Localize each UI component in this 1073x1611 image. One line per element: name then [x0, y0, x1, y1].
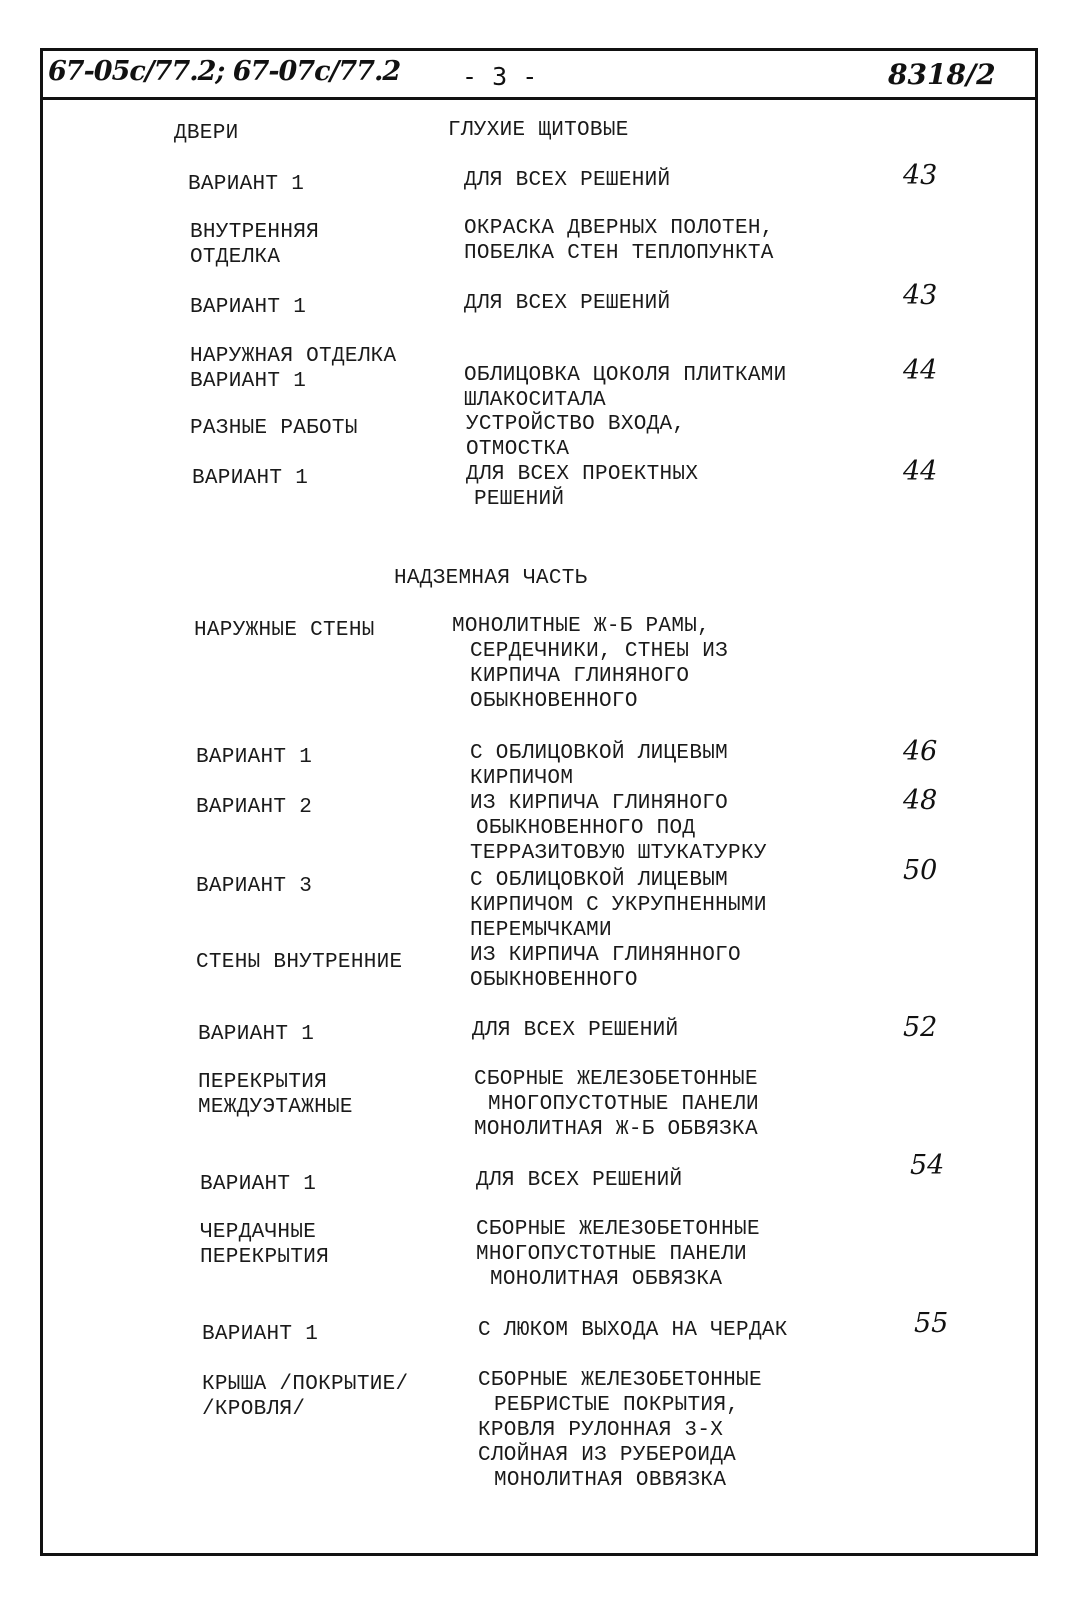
outer-walls-v3-line3: ПЕРЕМЫЧКАМИ [470, 919, 612, 942]
exterior-title: НАРУЖНАЯ ОТДЕЛКА [190, 345, 397, 368]
roof-title-line1: КРЫША /ПОКРЫТИЕ/ [202, 1373, 409, 1396]
attic-desc-line2: МНОГОПУСТОТНЫЕ ПАНЕЛИ [476, 1243, 747, 1266]
floors-desc-line2: МНОГОПУСТОТНЫЕ ПАНЕЛИ [488, 1093, 759, 1116]
outer-walls-v1-line1: С ОБЛИЦОВКОЙ ЛИЦЕВЫМ [470, 742, 729, 765]
interior-page-ref: 43 [903, 280, 938, 311]
doors-variant-desc: ДЛЯ ВСЕХ РЕШЕНИЙ [464, 169, 671, 192]
attic-title-line1: ЧЕРДАЧНЫЕ [200, 1221, 317, 1244]
outer-walls-v3-line1: С ОБЛИЦОВКОЙ ЛИЦЕВЫМ [470, 869, 729, 892]
inner-walls-page-ref: 52 [903, 1012, 938, 1043]
outer-walls-v1-page-ref: 46 [903, 736, 938, 767]
misc-variant: ВАРИАНТ 1 [192, 467, 309, 490]
floors-variant-desc: ДЛЯ ВСЕХ РЕШЕНИЙ [476, 1169, 683, 1192]
attic-desc-line3: МОНОЛИТНАЯ ОБВЯЗКА [490, 1268, 723, 1291]
floors-title-line2: МЕЖДУЭТАЖНЫЕ [198, 1096, 353, 1119]
floors-page-ref: 54 [910, 1150, 945, 1181]
attic-variant-desc: С ЛЮКОМ ВЫХОДА НА ЧЕРДАК [478, 1319, 788, 1342]
exterior-desc-line2: ШЛАКОСИТАЛА [464, 389, 606, 412]
header-divider [40, 97, 1038, 100]
interior-title-line2: ОТДЕЛКА [190, 246, 281, 269]
roof-desc-line2: РЕБРИСТЫЕ ПОКРЫТИЯ, [494, 1394, 740, 1417]
interior-desc-line2: ПОБЕЛКА СТЕН ТЕПЛОПУНКТА [464, 242, 774, 265]
roof-desc-line3: КРОВЛЯ РУЛОННАЯ 3-Х [478, 1419, 724, 1442]
floors-variant: ВАРИАНТ 1 [200, 1173, 317, 1196]
outer-walls-variant3: ВАРИАНТ 3 [196, 875, 313, 898]
exterior-page-ref: 44 [903, 355, 938, 386]
floors-title-line1: ПЕРЕКРЫТИЯ [198, 1071, 328, 1094]
outer-walls-v2-line3: ТЕРРАЗИТОВУЮ ШТУКАТУРКУ [470, 842, 767, 865]
doors-title: ДВЕРИ [174, 122, 239, 145]
outer-walls-v3-line2: КИРПИЧОМ С УКРУПНЕННЫМИ [470, 894, 767, 917]
doors-variant: ВАРИАНТ 1 [188, 173, 305, 196]
inner-walls-desc-line1: ИЗ КИРПИЧА ГЛИНЯННОГО [470, 944, 741, 967]
outer-walls-desc-line4: ОБЫКНОВЕННОГО [470, 690, 638, 713]
outer-walls-variant1: ВАРИАНТ 1 [196, 746, 313, 769]
doors-type: ГЛУХИЕ ЩИТОВЫЕ [448, 119, 629, 142]
outer-walls-variant2: ВАРИАНТ 2 [196, 796, 313, 819]
inner-walls-variant-desc: ДЛЯ ВСЕХ РЕШЕНИЙ [472, 1019, 679, 1042]
attic-page-ref: 55 [914, 1308, 949, 1339]
exterior-variant: ВАРИАНТ 1 [190, 370, 307, 393]
inner-walls-variant: ВАРИАНТ 1 [198, 1023, 315, 1046]
floors-desc-line1: СБОРНЫЕ ЖЕЛЕЗОБЕТОННЫЕ [474, 1068, 758, 1091]
outer-walls-desc-line3: КИРПИЧА ГЛИНЯНОГО [470, 665, 690, 688]
document-code: 67-05с/77.2; 67-07с/77.2 [48, 56, 401, 87]
attic-variant: ВАРИАНТ 1 [202, 1323, 319, 1346]
section-title: НАДЗЕМНАЯ ЧАСТЬ [394, 567, 588, 590]
attic-desc-line1: СБОРНЫЕ ЖЕЛЕЗОБЕТОННЫЕ [476, 1218, 760, 1241]
outer-walls-v2-line1: ИЗ КИРПИЧА ГЛИНЯНОГО [470, 792, 729, 815]
floors-desc-line3: МОНОЛИТНАЯ Ж-Б ОБВЯЗКА [474, 1118, 758, 1141]
roof-desc-line5: МОНОЛИТНАЯ ОВВЯЗКА [494, 1469, 727, 1492]
interior-title-line1: ВНУТРЕННЯЯ [190, 221, 320, 244]
outer-walls-v2-line2: ОБЫКНОВЕННОГО ПОД [476, 817, 696, 840]
outer-walls-desc-line2: СЕРДЕЧНИКИ, СТНЕЫ ИЗ [470, 640, 729, 663]
outer-walls-v3-page-ref: 50 [903, 855, 938, 886]
misc-variant-desc-line2: РЕШЕНИЙ [474, 488, 565, 511]
misc-page-ref: 44 [903, 456, 938, 487]
roof-desc-line1: СБОРНЫЕ ЖЕЛЕЗОБЕТОННЫЕ [478, 1369, 762, 1392]
misc-desc-line1: УСТРОЙСТВО ВХОДА, [466, 413, 686, 436]
interior-desc-line1: ОКРАСКА ДВЕРНЫХ ПОЛОТЕН, [464, 217, 774, 240]
doors-page-ref: 43 [903, 160, 938, 191]
misc-desc-line2: ОТМОСТКА [466, 438, 570, 461]
outer-walls-desc-line1: МОНОЛИТНЫЕ Ж-Б РАМЫ, [452, 615, 711, 638]
outer-walls-v1-line2: КИРПИЧОМ [470, 767, 574, 790]
outer-walls-v2-page-ref: 48 [903, 785, 938, 816]
roof-title-line2: /КРОВЛЯ/ [202, 1398, 306, 1421]
interior-variant-desc: ДЛЯ ВСЕХ РЕШЕНИЙ [464, 292, 671, 315]
interior-variant: ВАРИАНТ 1 [190, 296, 307, 319]
inner-walls-title: СТЕНЫ ВНУТРЕННИЕ [196, 951, 403, 974]
misc-variant-desc-line1: ДЛЯ ВСЕХ ПРОЕКТНЫХ [466, 463, 699, 486]
misc-title: РАЗНЫЕ РАБОТЫ [190, 417, 358, 440]
page-number: - 3 - [462, 62, 538, 91]
attic-title-line2: ПЕРЕКРЫТИЯ [200, 1246, 330, 1269]
roof-desc-line4: СЛОЙНАЯ ИЗ РУБЕРОИДА [478, 1444, 737, 1467]
outer-walls-title: НАРУЖНЫЕ СТЕНЫ [194, 619, 375, 642]
inner-walls-desc-line2: ОБЫКНОВЕННОГО [470, 969, 638, 992]
sheet-number: 8318/2 [888, 58, 996, 91]
exterior-desc-line1: ОБЛИЦОВКА ЦОКОЛЯ ПЛИТКАМИ [464, 364, 787, 387]
